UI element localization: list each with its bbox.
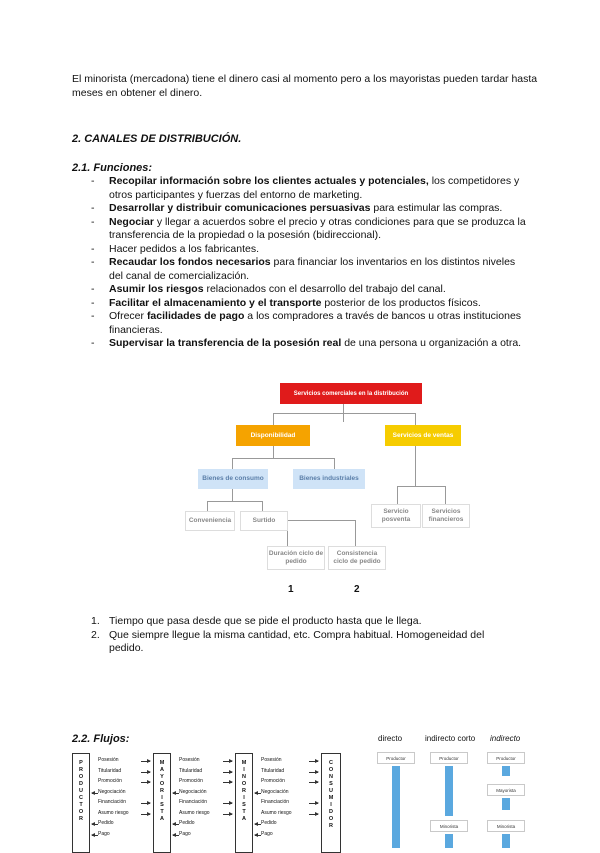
diagram-note-number-2: 2 [354, 584, 360, 595]
function-item-text: de una persona u organización a otra. [341, 337, 522, 349]
flow-retailer-box: M I N O R I S T A [235, 753, 253, 853]
channel-indirect-retailer: Minorista [487, 820, 525, 832]
function-item-text: Hacer pedidos a los fabricantes. [109, 242, 259, 255]
flow-label: Negociación [261, 788, 289, 795]
flow-arrow [141, 772, 150, 773]
diagram-sales-services-box: Servicios de ventas [385, 425, 461, 446]
subsection-heading-functions: 2.1. Funciones: [72, 162, 153, 174]
channel-direct-producer: Productor [377, 752, 415, 764]
diagram-consumer-goods-box: Bienes de consumo [198, 469, 268, 489]
flow-label: Pago [261, 830, 273, 837]
flow-arrow [92, 793, 98, 794]
function-item-bold: Desarrollar y distribuir comunicaciones persuasivas [109, 202, 371, 214]
diagram-root-box: Servicios comerciales en la distribución [280, 383, 422, 404]
function-item-bold: Recaudar los fondos necesarios [109, 256, 271, 268]
flow-label: Pedido [261, 820, 277, 826]
channel-direct-label: directo [378, 734, 403, 743]
flow-arrow [141, 814, 150, 815]
flow-arrow [223, 761, 232, 762]
flow-label: Promoción [261, 778, 285, 784]
function-item [91, 202, 531, 216]
flow-label: Financiación [261, 799, 290, 805]
flow-arrow [309, 803, 318, 804]
flow-label: Pago [98, 830, 110, 837]
flow-arrow [173, 824, 179, 825]
function-item [91, 297, 531, 311]
function-item-text: para financiar los inventarios en los distintos niveles del canal de comercialización. [109, 256, 516, 282]
diagram-assortment-box: Surtido [240, 511, 288, 531]
channel-indirect-wholesaler: Mayorista [487, 784, 525, 796]
flow-arrow [141, 782, 150, 783]
function-item-text: los competidores y otros participantes y fuerzas del entorno de marketing. [109, 175, 520, 201]
flow-label: Titularidad [261, 767, 285, 774]
function-item [91, 310, 531, 337]
diagram-order-consistency-box: Consistencia ciclo de pedido [328, 546, 386, 570]
flow-label: Negociación [179, 788, 207, 795]
flow-arrow [255, 793, 261, 794]
subsection-heading-flows: 2.2. Flujos: [72, 733, 130, 745]
diagram-note-number-1: 1 [288, 584, 294, 595]
diagram-financial-services-box: Servicios financieros [422, 504, 470, 528]
flow-label: Asumo riesgo [179, 809, 210, 816]
channel-direct-arrow [392, 766, 400, 848]
diagram-order-duration-box: Duración ciclo de pedido [267, 546, 325, 570]
flow-label: Promoción [98, 778, 122, 784]
flow-label: Pedido [179, 820, 195, 826]
flow-label: Pago [179, 830, 191, 837]
channel-indirect-producer: Productor [487, 752, 525, 764]
diagram-industrial-goods-box: Bienes industriales [293, 469, 365, 489]
flow-arrow [92, 824, 98, 825]
flow-label: Asumo riesgo [261, 809, 292, 816]
channel-indirect-arrow-1 [502, 766, 510, 776]
flow-label: Financiación [98, 799, 127, 805]
flow-arrow [173, 835, 179, 836]
function-item [91, 337, 531, 351]
channel-short-producer: Productor [430, 752, 468, 764]
intro-paragraph: El minorista (mercadona) tiene el dinero casi al momento pero a los mayoristas pueden tardar hasta meses en obtener el dinero. [72, 73, 538, 99]
flow-arrow [223, 803, 232, 804]
function-item-text: relacionados con el desarrollo del trabajo del canal. [203, 283, 446, 295]
flow-arrow [223, 814, 232, 815]
flow-wholesaler-box: M A Y O R I S T A [153, 753, 171, 853]
flow-label: Posesión [261, 757, 282, 763]
flow-arrow [223, 772, 232, 773]
function-item-text: para estimular las compras. [370, 202, 503, 214]
function-item-bold: Recopilar información sobre los clientes actuales y potenciales, [109, 175, 429, 187]
note-item: 2. Que siempre llegue la misma cantidad, etc. Compra habitual. Homogeneidad del pedido. [91, 628, 485, 654]
flow-consumer-box: C O N S U M I D O R [321, 753, 341, 853]
flow-label: Financiación [179, 799, 208, 805]
function-item [91, 256, 531, 283]
flow-arrow [309, 814, 318, 815]
function-item-bold: Negociar [109, 215, 154, 228]
flow-arrow [141, 803, 150, 804]
function-item-text: posterior de los productos físicos. [321, 296, 481, 309]
diagram-notes-list [91, 615, 521, 656]
flow-arrow [309, 761, 318, 762]
flow-label: Asumo riesgo [98, 809, 129, 816]
flow-label: Pedido [98, 820, 114, 826]
note-item: 1. Tiempo que pasa desde que se pide el producto hasta que le llega. [91, 615, 422, 627]
flow-arrow [223, 782, 232, 783]
function-item [91, 175, 531, 202]
flow-arrow [141, 761, 150, 762]
function-item-text: y llegar a acuerdos sobre el precio y otras condiciones para que se produzca la transferencia de la propiedad o la posesión (bidireccional). [109, 215, 526, 241]
channel-short-arrow-2 [445, 834, 453, 848]
flow-label: Promoción [179, 778, 203, 784]
channel-indirect-label: indirecto [490, 734, 521, 743]
function-item [91, 243, 531, 257]
channel-short-indirect-label: indirecto corto [425, 734, 476, 743]
section-heading: 2. CANALES DE DISTRIBUCIÓN. [72, 133, 242, 145]
channel-short-retailer: Minorista [430, 820, 468, 832]
flow-arrow [255, 824, 261, 825]
flow-producer-box: P R O D U C T O R [72, 753, 90, 853]
function-item-bold: Supervisar la transferencia de la posesión real [109, 337, 342, 349]
function-item-prefix: Ofrecer [109, 310, 147, 322]
flow-arrow [92, 835, 98, 836]
diagram-convenience-box: Conveniencia [185, 511, 235, 531]
function-item-bold: Facilitar el almacenamiento y el transporte [109, 296, 322, 309]
flow-arrow [309, 782, 318, 783]
flow-label: Posesión [179, 757, 200, 763]
flow-arrow [309, 772, 318, 773]
flow-label: Titularidad [98, 767, 122, 774]
function-item-bold: Asumir los riesgos [109, 283, 204, 295]
channel-indirect-arrow-2 [502, 798, 510, 810]
flow-arrow [173, 793, 179, 794]
flow-label: Negociación [98, 788, 126, 795]
flow-arrow [255, 835, 261, 836]
flow-label: Posesión [98, 757, 119, 763]
channel-short-arrow [445, 766, 453, 816]
channel-indirect-arrow-3 [502, 834, 510, 848]
function-item [91, 216, 531, 243]
flow-label: Titularidad [179, 767, 203, 774]
diagram-after-sales-box: Servicio posventa [371, 504, 421, 528]
diagram-availability-box: Disponibilidad [236, 425, 310, 446]
functions-list [91, 175, 531, 351]
function-item-text: a los compradores a través de bancos u otras instituciones financieras. [109, 310, 522, 336]
function-item-bold: facilidades de pago [146, 310, 245, 322]
function-item [91, 283, 531, 297]
